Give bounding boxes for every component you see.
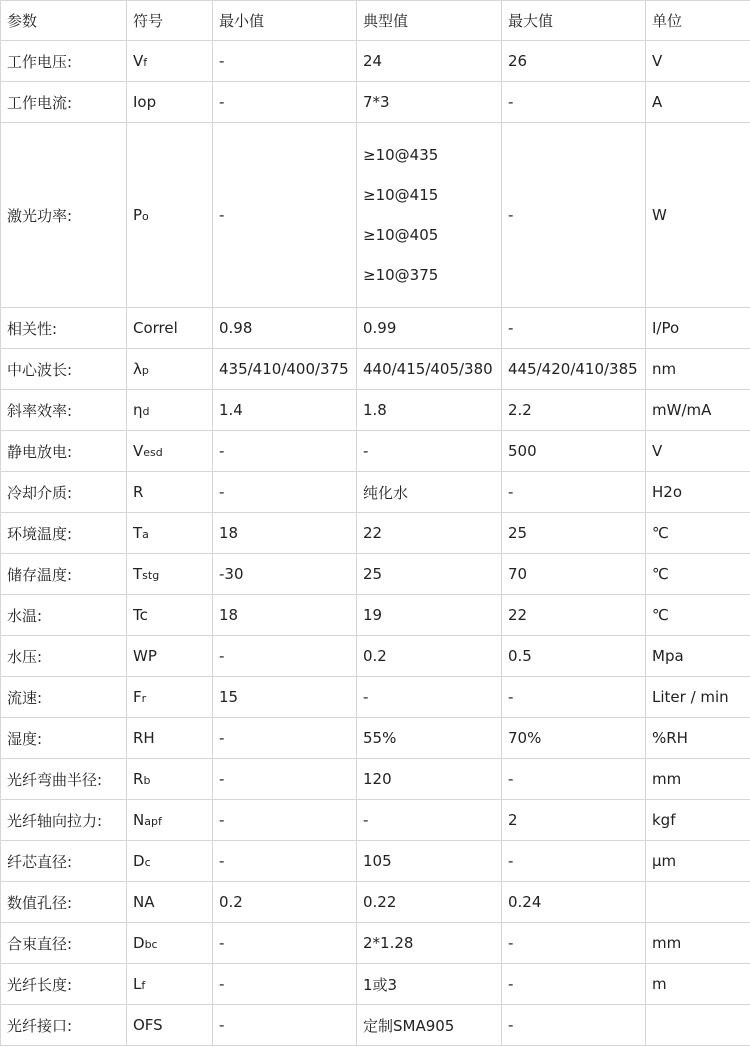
typical-cell: [357, 472, 502, 513]
max-cell: -: [502, 841, 646, 882]
table-row: [1, 923, 750, 964]
table-row: [1, 41, 750, 82]
min-cell: -: [213, 123, 357, 308]
symbol-cell: [127, 390, 213, 431]
typical-value: 24: [363, 52, 383, 70]
symbol-cell: [127, 882, 213, 923]
typical-cell: [357, 595, 502, 636]
symbol-cell: [127, 41, 213, 82]
symbol-subscript: c: [144, 856, 151, 869]
table-row: [1, 759, 750, 800]
unit-cell: mm: [646, 759, 750, 800]
table-row: [1, 390, 750, 431]
symbol-main: R: [133, 770, 144, 788]
max-cell: -: [502, 308, 646, 349]
symbol-main: L: [133, 975, 142, 993]
max-cell: -: [502, 759, 646, 800]
min-cell: -: [213, 1005, 357, 1046]
typical-cell: [357, 82, 502, 123]
typical-value: 1.8: [363, 401, 387, 419]
param-cell: 工作电流:: [1, 82, 127, 123]
typical-value: -: [363, 688, 369, 706]
symbol-cell: [127, 123, 213, 308]
min-cell: -: [213, 800, 357, 841]
typical-cell: [357, 841, 502, 882]
typical-cell: [357, 718, 502, 759]
min-cell: 18: [213, 595, 357, 636]
min-cell: -: [213, 964, 357, 1005]
symbol-subscript: b: [143, 774, 151, 787]
symbol-subscript: f: [141, 979, 146, 992]
typical-value: 0.99: [363, 319, 397, 337]
unit-cell: m: [646, 964, 750, 1005]
symbol-cell: [127, 513, 213, 554]
max-cell: 0.5: [502, 636, 646, 677]
symbol-cell: [127, 82, 213, 123]
symbol-cell: [127, 1005, 213, 1046]
symbol-main: T: [133, 524, 143, 542]
param-cell: 水温:: [1, 595, 127, 636]
symbol-cell: [127, 636, 213, 677]
param-cell: 光纤接口:: [1, 1005, 127, 1046]
header-param: 参数: [1, 1, 127, 41]
param-cell: 斜率效率:: [1, 390, 127, 431]
min-cell: -: [213, 41, 357, 82]
param-cell: 中心波长:: [1, 349, 127, 390]
param-cell: 光纤长度:: [1, 964, 127, 1005]
typical-value: ≥10@375: [363, 266, 439, 284]
symbol-subscript: r: [141, 692, 147, 705]
min-cell: -: [213, 923, 357, 964]
symbol-cell: [127, 718, 213, 759]
table-row: [1, 595, 750, 636]
symbol-cell: [127, 431, 213, 472]
param-cell: 工作电压:: [1, 41, 127, 82]
symbol-cell: [127, 595, 213, 636]
min-cell: -: [213, 841, 357, 882]
typical-value: 120: [363, 770, 392, 788]
max-cell: 2.2: [502, 390, 646, 431]
min-cell: -: [213, 636, 357, 677]
table-body: [1, 41, 750, 1046]
table-row: [1, 882, 750, 923]
symbol-cell: [127, 759, 213, 800]
symbol-subscript: d: [142, 405, 150, 418]
min-cell: 18: [213, 513, 357, 554]
typical-value: 纯化水: [363, 483, 409, 502]
symbol-main: WP: [133, 647, 157, 665]
typical-cell: [357, 513, 502, 554]
unit-cell: ℃: [646, 595, 750, 636]
min-cell: -: [213, 718, 357, 759]
header-symbol: 符号: [127, 1, 213, 41]
unit-cell: A: [646, 82, 750, 123]
table-row: [1, 472, 750, 513]
unit-cell: μm: [646, 841, 750, 882]
table-row: [1, 800, 750, 841]
table-row: [1, 1005, 750, 1046]
table-row: [1, 431, 750, 472]
typical-value: 定制SMA905: [363, 1016, 455, 1035]
symbol-cell: [127, 841, 213, 882]
unit-cell: W: [646, 123, 750, 308]
table-row: [1, 841, 750, 882]
param-cell: 静电放电:: [1, 431, 127, 472]
symbol-main: λ: [133, 360, 142, 378]
table-row: [1, 718, 750, 759]
typical-value: 22: [363, 524, 383, 542]
symbol-main: η: [133, 401, 143, 419]
typical-value: 2*1.28: [363, 934, 414, 952]
unit-cell: Mpa: [646, 636, 750, 677]
symbol-main: OFS: [133, 1016, 163, 1034]
typical-value: 440/415/405/380: [363, 360, 493, 378]
symbol-cell: [127, 554, 213, 595]
max-cell: 70%: [502, 718, 646, 759]
typical-cell: [357, 759, 502, 800]
table-row: [1, 636, 750, 677]
table-row: [1, 349, 750, 390]
unit-cell: %RH: [646, 718, 750, 759]
table-row: [1, 308, 750, 349]
min-cell: -: [213, 82, 357, 123]
symbol-main: RH: [133, 729, 155, 747]
symbol-main: NA: [133, 893, 155, 911]
table-row: [1, 513, 750, 554]
unit-cell: [646, 882, 750, 923]
unit-cell: mW/mA: [646, 390, 750, 431]
unit-cell: H2o: [646, 472, 750, 513]
symbol-main: V: [133, 442, 144, 460]
min-cell: 1.4: [213, 390, 357, 431]
symbol-main: Correl: [133, 319, 178, 337]
symbol-main: D: [133, 934, 145, 952]
symbol-subscript: p: [141, 364, 149, 377]
typical-cell: [357, 431, 502, 472]
table-row: [1, 964, 750, 1005]
min-cell: -: [213, 431, 357, 472]
max-cell: 2: [502, 800, 646, 841]
typical-value: 0.2: [363, 647, 387, 665]
symbol-main: P: [133, 206, 143, 224]
max-cell: 26: [502, 41, 646, 82]
max-cell: 25: [502, 513, 646, 554]
param-cell: 环境温度:: [1, 513, 127, 554]
typical-value: 1或3: [363, 975, 398, 994]
symbol-main: D: [133, 852, 145, 870]
typical-cell: [357, 41, 502, 82]
param-cell: 流速:: [1, 677, 127, 718]
param-cell: 水压:: [1, 636, 127, 677]
symbol-main: V: [133, 52, 144, 70]
typical-value: 105: [363, 852, 392, 870]
typical-cell: [357, 1005, 502, 1046]
symbol-subscript: a: [142, 528, 149, 541]
max-cell: 70: [502, 554, 646, 595]
typical-value: 55%: [363, 729, 397, 747]
unit-cell: I/Po: [646, 308, 750, 349]
max-cell: -: [502, 472, 646, 513]
symbol-subscript: apf: [144, 815, 162, 828]
unit-cell: nm: [646, 349, 750, 390]
typical-value: ≥10@435: [363, 146, 439, 164]
symbol-main: Tc: [133, 606, 148, 624]
typical-cell: [357, 964, 502, 1005]
unit-cell: Liter / min: [646, 677, 750, 718]
symbol-subscript: f: [143, 56, 148, 69]
symbol-subscript: esd: [143, 446, 163, 459]
typical-cell: [357, 636, 502, 677]
param-cell: 数值孔径:: [1, 882, 127, 923]
header-min: 最小值: [213, 1, 357, 41]
unit-cell: mm: [646, 923, 750, 964]
min-cell: -: [213, 759, 357, 800]
symbol-main: T: [133, 565, 143, 583]
typical-cell: [357, 882, 502, 923]
typical-value: 25: [363, 565, 383, 583]
typical-value: 19: [363, 606, 383, 624]
symbol-cell: [127, 677, 213, 718]
header-typical: 典型值: [357, 1, 502, 41]
unit-cell: ℃: [646, 513, 750, 554]
symbol-main: N: [133, 811, 145, 829]
table-row: [1, 82, 750, 123]
symbol-main: R: [133, 483, 144, 501]
symbol-cell: [127, 472, 213, 513]
max-cell: 445/420/410/385: [502, 349, 646, 390]
symbol-subscript: o: [142, 210, 149, 223]
header-max: 最大值: [502, 1, 646, 41]
typical-value: 7*3: [363, 93, 390, 111]
param-cell: 光纤轴向拉力:: [1, 800, 127, 841]
symbol-cell: [127, 308, 213, 349]
min-cell: 0.2: [213, 882, 357, 923]
param-cell: 储存温度:: [1, 554, 127, 595]
typical-cell: [357, 800, 502, 841]
typical-cell: [357, 123, 502, 308]
unit-cell: ℃: [646, 554, 750, 595]
typical-value: -: [363, 442, 369, 460]
typical-cell: [357, 390, 502, 431]
max-cell: 500: [502, 431, 646, 472]
table-header-row: [1, 1, 750, 41]
symbol-main: Iop: [133, 93, 157, 111]
param-cell: 纤芯直径:: [1, 841, 127, 882]
typical-cell: [357, 677, 502, 718]
max-cell: 0.24: [502, 882, 646, 923]
param-cell: 相关性:: [1, 308, 127, 349]
unit-cell: [646, 1005, 750, 1046]
param-cell: 合束直径:: [1, 923, 127, 964]
typical-cell: [357, 554, 502, 595]
max-cell: 22: [502, 595, 646, 636]
symbol-cell: [127, 349, 213, 390]
min-cell: -: [213, 472, 357, 513]
param-cell: 激光功率:: [1, 123, 127, 308]
max-cell: -: [502, 123, 646, 308]
typical-cell: [357, 349, 502, 390]
param-cell: 光纤弯曲半径:: [1, 759, 127, 800]
symbol-subscript: stg: [142, 569, 160, 582]
table-row: [1, 677, 750, 718]
typical-value: ≥10@415: [363, 186, 439, 204]
symbol-cell: [127, 800, 213, 841]
param-cell: 湿度:: [1, 718, 127, 759]
unit-cell: V: [646, 41, 750, 82]
typical-value: -: [363, 811, 369, 829]
symbol-cell: [127, 923, 213, 964]
min-cell: 435/410/400/375: [213, 349, 357, 390]
table-row: [1, 554, 750, 595]
table-row: [1, 123, 750, 308]
max-cell: -: [502, 923, 646, 964]
max-cell: -: [502, 677, 646, 718]
param-cell: 冷却介质:: [1, 472, 127, 513]
max-cell: -: [502, 82, 646, 123]
typical-value: ≥10@405: [363, 226, 439, 244]
min-cell: 0.98: [213, 308, 357, 349]
symbol-subscript: bc: [144, 938, 158, 951]
symbol-cell: [127, 964, 213, 1005]
max-cell: -: [502, 1005, 646, 1046]
typical-cell: [357, 308, 502, 349]
typical-cell: [357, 923, 502, 964]
symbol-main: F: [133, 688, 142, 706]
min-cell: -30: [213, 554, 357, 595]
typical-value: 0.22: [363, 893, 397, 911]
unit-cell: kgf: [646, 800, 750, 841]
max-cell: -: [502, 964, 646, 1005]
header-unit: 单位: [646, 1, 750, 41]
unit-cell: V: [646, 431, 750, 472]
min-cell: 15: [213, 677, 357, 718]
